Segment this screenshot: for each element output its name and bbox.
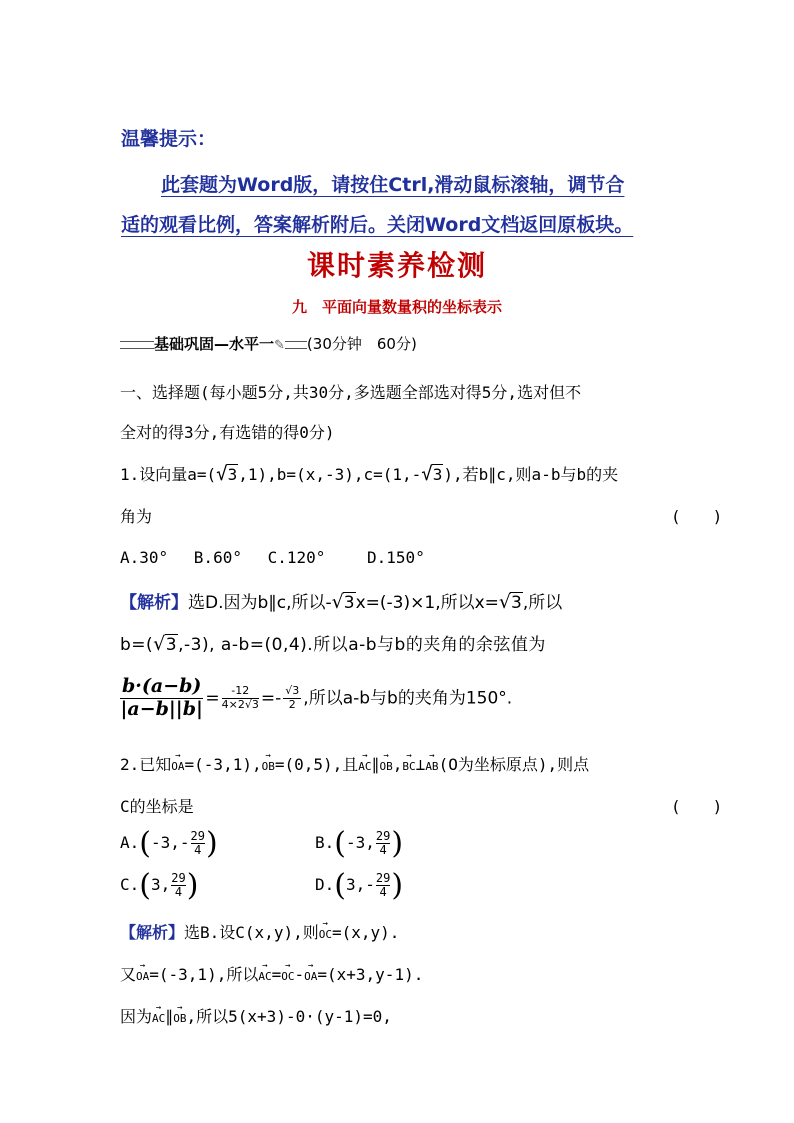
- sqrt-icon: √: [421, 463, 433, 485]
- option-label: A.: [120, 833, 140, 852]
- fraction-main: [120, 676, 203, 721]
- option-a-x: -3,: [150, 833, 180, 852]
- q1-stem-e: ),若b∥c,则a-b与b的夹: [443, 465, 619, 484]
- q1-sol2b: 3: [165, 635, 178, 655]
- decor-lines-left: [120, 341, 154, 349]
- q2-sol2b: =(-3,1),所以: [149, 965, 259, 984]
- option-d-x: 3,: [345, 875, 366, 894]
- vector-ob: → OB: [380, 760, 393, 773]
- q2-option-a: A.(-3,- $\frac{29}{4}$ ): [120, 826, 218, 861]
- section-time: (30分钟 60分): [306, 335, 417, 353]
- option-a-fraction: $\frac{29}{4}$: [190, 828, 205, 857]
- q1-stem-c: ,1),b=(x,-3),c=(1,-: [238, 465, 422, 484]
- q2-sol2e: =(x+3,y-1).: [317, 965, 424, 984]
- option-label: B.: [315, 833, 335, 852]
- q1-answer-paren: ( ): [671, 507, 723, 526]
- option-b-fraction: $\frac{29}{4}$: [375, 828, 391, 857]
- pencil-icon: ✎: [274, 338, 285, 353]
- q1-sol1e: ,所以: [522, 593, 563, 613]
- q1-stem-d: 3: [432, 465, 443, 484]
- option-c-fraction: $\frac{29}{4}$: [171, 870, 186, 899]
- q1-sol2a: b=(: [120, 635, 154, 655]
- option-c-x: 3,: [150, 875, 171, 894]
- q2-sol2a: 又: [120, 965, 137, 984]
- q2-sol2d: -: [294, 965, 305, 984]
- q2-option-c: C.(3, $\frac{29}{4}$ ): [120, 868, 199, 903]
- option-d-fraction: $\frac{29}{4}$: [375, 870, 391, 899]
- solution-tag: 【解析】: [120, 593, 188, 613]
- q2-sol1b: =(x,y).: [331, 923, 400, 942]
- q1-sol2c: ,-3), a-b=(0,4).所以a-b与b的夹角的余弦值为: [178, 635, 546, 655]
- q1-stem-b: 3: [227, 465, 238, 484]
- q1-sol1d: 3: [511, 593, 522, 613]
- q1-stem-a: 1.设向量a=(: [120, 465, 217, 484]
- part1-line2: 全对的得3分,有选错的得0分): [120, 423, 335, 442]
- fraction-2: [222, 685, 259, 711]
- part1-line1: 一、选择题(每小题5分,共30分,多选题全部选对得5分,选对但不: [120, 383, 582, 402]
- q2-sol3b: ∥: [165, 1007, 174, 1026]
- frac2-den: 4×2√3: [221, 697, 259, 711]
- frac3-den: 2: [288, 697, 296, 711]
- frac2-num: -12: [222, 685, 259, 699]
- q2-sol1a: 选B.设C(x,y),则: [184, 923, 319, 942]
- vector-oc: → OC: [281, 970, 294, 983]
- vector-oa: → OA: [136, 970, 149, 983]
- q2-stem-b: =(-3,1),: [184, 755, 262, 774]
- page-title: 课时素养检测: [306, 249, 487, 282]
- solution-tag: 【解析】: [120, 923, 185, 942]
- q2-stem: [120, 752, 589, 775]
- vector-ac: → AC: [358, 760, 371, 773]
- q2-stem-g: (O为坐标原点),则点: [438, 755, 590, 774]
- section-header: [120, 333, 417, 354]
- q2-answer-paren: ( ): [671, 797, 723, 816]
- vector-ac: → AC: [152, 1012, 165, 1025]
- q1-sol1a: 选D.因为b∥c,所以-: [188, 593, 332, 613]
- fraction-3: [283, 685, 301, 711]
- option-label: D.: [315, 875, 335, 894]
- vector-oa: → OA: [171, 760, 184, 773]
- q1-solution-line1: [120, 588, 562, 613]
- vector-ob: → OB: [173, 1012, 186, 1025]
- sqrt-icon: √: [331, 591, 344, 613]
- q2-solution-line1: [120, 920, 399, 943]
- q2-option-d: D.(3,- $\frac{29}{4}$ ): [315, 868, 404, 903]
- q2-stem-d: ∥: [371, 755, 380, 774]
- lesson-subtitle: 九 平面向量数量积的坐标表示: [291, 298, 502, 316]
- q1-sol1c: x=(-3)×1,所以x=: [355, 593, 499, 613]
- q2-stem-f: ⊥: [415, 755, 426, 774]
- q1-solution-line2: [120, 630, 546, 655]
- q2-sol3c: ,所以5(x+3)-0·(y-1)=0,: [186, 1007, 392, 1026]
- tip-title: 温馨提示：: [121, 128, 217, 150]
- q1-options: A.30° B.60° C.120° D.150°: [120, 548, 425, 567]
- tip-line-2: 适的观看比例，答案解析附后。关闭Word文档返回原板块。: [121, 214, 634, 236]
- q2-stem-e: ,: [392, 755, 403, 774]
- vector-ac: → AC: [258, 970, 271, 983]
- q1-sol1b: 3: [343, 593, 355, 613]
- decor-lines-right: [285, 341, 307, 349]
- frac-den: |a−b||b|: [120, 697, 203, 720]
- option-label: C.: [120, 875, 140, 894]
- sqrt-icon: √: [216, 463, 228, 485]
- sqrt-icon: √: [498, 591, 512, 613]
- vector-oa: → OA: [304, 970, 317, 983]
- q1-stem2: 角为: [120, 507, 153, 526]
- q2-sol3a: 因为: [120, 1007, 153, 1026]
- sqrt-icon: √: [153, 633, 166, 655]
- q2-solution-line2: [120, 962, 423, 985]
- q1-sol3: ,所以a-b与b的夹角为150°.: [303, 688, 513, 709]
- section-label: 基础巩固—水平一: [154, 335, 275, 353]
- q2-stem-c: =(0,5),且: [274, 755, 359, 774]
- vector-ab: → AB: [425, 760, 438, 773]
- option-b-x: -3,: [345, 833, 375, 852]
- q2-sol2c: =: [271, 965, 282, 984]
- q1-stem: [120, 462, 618, 485]
- frac-num: b·(a−b): [122, 675, 202, 697]
- q2-stem-a: 2.已知: [120, 755, 172, 774]
- vector-bc: → BC: [402, 760, 415, 773]
- q2-solution-line3: [120, 1004, 392, 1027]
- q1-solution-line3: $\frac{b\cdot(a-b)}{|a-b||b|}$ = $\frac{-12}{4\times 2√3}$ =- $\frac{√3}{2}$ ,所以a-b与b的夹角为150°.: [120, 675, 513, 720]
- option-d-sign: -: [365, 875, 375, 894]
- option-a-sign: -: [179, 833, 190, 852]
- tip-line-1: 此套题为Word版，请按住Ctrl,滑动鼠标滚轴，调节合: [161, 174, 625, 196]
- vector-ob: → OB: [262, 760, 275, 773]
- q2-option-b: B.(-3, $\frac{29}{4}$ ): [315, 826, 404, 861]
- vector-oc: → OC: [319, 928, 332, 941]
- frac3-num: √3: [285, 684, 300, 698]
- q2-stem2: C的坐标是: [120, 797, 194, 816]
